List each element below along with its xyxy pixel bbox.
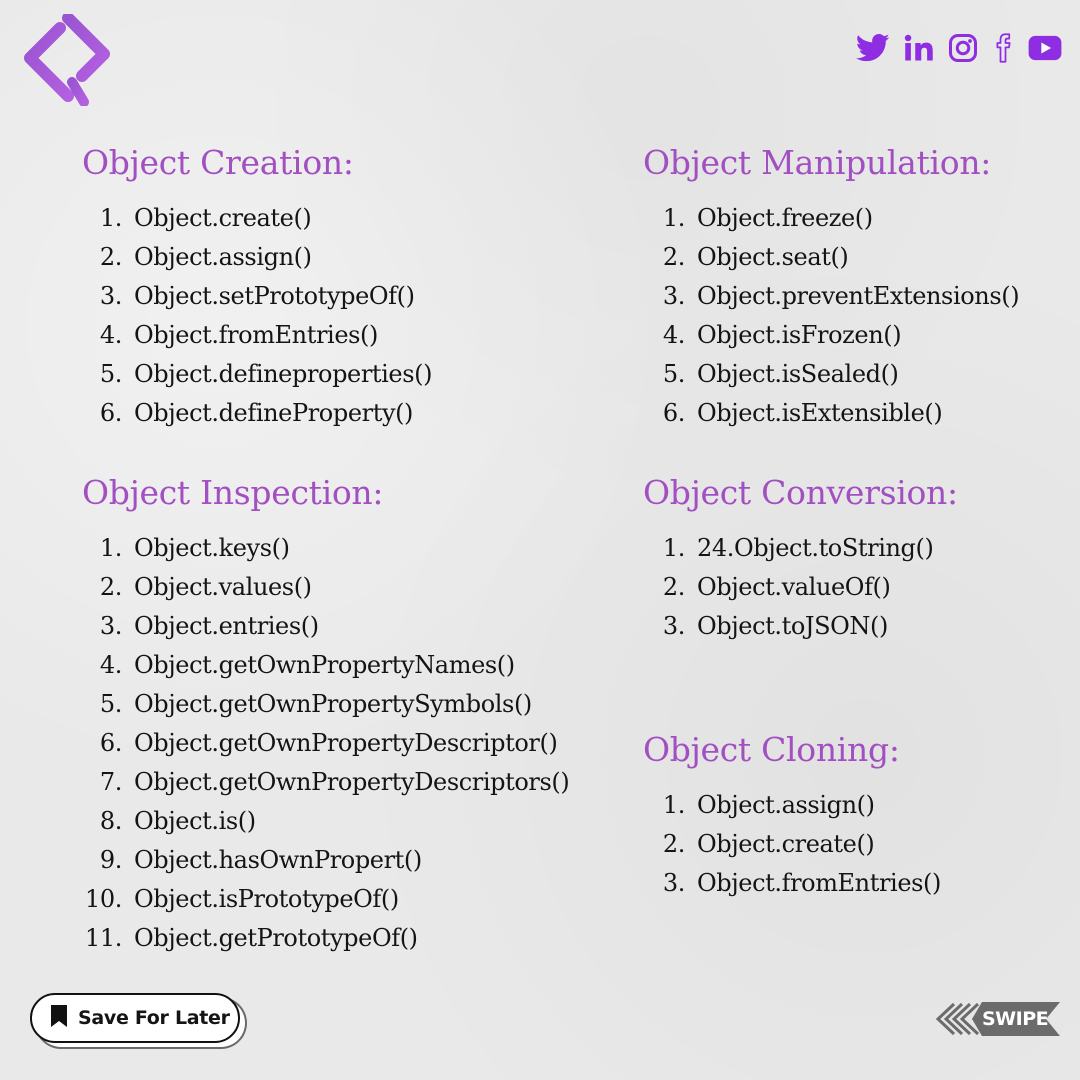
list-item [643,864,941,903]
save-for-later-button[interactable] [30,993,240,1043]
item-text: Object.freeze() [697,204,873,232]
list-item [80,841,422,880]
item-text: Object.assign() [134,243,312,271]
swipe-label: SWIPE [982,1008,1049,1030]
list-item [80,646,515,685]
item-number: 8. [99,807,122,835]
method-list [643,529,958,646]
item-number: 2. [99,243,122,271]
list-item [80,763,570,802]
list-item [80,277,415,316]
item-text: Object.fromEntries() [134,321,378,349]
item-text: Object.keys() [134,534,290,562]
item-text: Object.hasOwnPropert() [134,846,422,874]
list-item [643,568,958,607]
item-number: 2. [662,243,685,271]
section-title: Object Manipulation: [643,143,992,182]
item-number: 6. [662,399,685,427]
item-number: 5. [662,360,685,388]
item-text: Object.getOwnPropertyNames() [134,651,515,679]
list-item [80,724,558,763]
list-item [643,199,991,238]
list-item [643,786,900,825]
method-list [643,199,1020,433]
social-links [856,30,1062,66]
item-text: Object.getOwnPropertyDescriptor() [134,729,558,757]
item-number: 10. [85,885,122,913]
item-text: Object.isPrototypeOf() [134,885,399,913]
instagram-icon[interactable] [948,33,978,63]
item-text: Object.create() [134,204,312,232]
list-item [643,316,991,355]
item-text: Object.assign() [697,791,875,819]
twitter-icon[interactable] [856,33,890,63]
item-number: 1. [662,204,685,232]
list-item [80,919,418,958]
list-item [643,394,991,433]
section-object-cloning [643,730,941,903]
item-text: Object.defineProperty() [134,399,414,427]
item-text: Object.preventExtensions() [697,282,1020,310]
item-number: 9. [99,846,122,874]
item-text: Object.seat() [697,243,849,271]
section-object-manipulation [643,143,1020,433]
item-number: 2. [662,830,685,858]
list-item [80,880,399,919]
item-text: Object.isFrozen() [697,321,902,349]
section-title: Object Conversion: [643,473,958,512]
item-number: 5. [99,690,122,718]
item-number: 3. [662,869,685,897]
list-item [643,529,958,568]
item-number: 11. [85,924,122,952]
item-text: Object.toJSON() [697,612,888,640]
item-number: 1. [99,534,122,562]
section-title: Object Inspection: [82,473,384,512]
list-item [80,394,414,433]
list-item [80,607,383,646]
section-object-inspection [82,473,570,958]
method-list [643,786,941,903]
list-item [80,238,354,277]
item-number: 5. [99,360,122,388]
item-text: 24.Object.toString() [697,534,934,562]
item-number: 1. [662,534,685,562]
method-list [80,529,570,958]
list-item [80,529,383,568]
list-item [80,355,433,394]
section-title: Object Cloning: [643,730,900,769]
item-number: 2. [662,573,685,601]
item-number: 4. [99,651,122,679]
list-item [80,568,383,607]
section-object-creation [82,143,433,433]
list-item [643,355,991,394]
section-object-conversion [643,473,958,646]
item-number: 6. [99,729,122,757]
item-number: 3. [99,282,122,310]
item-number: 1. [99,204,122,232]
item-number: 3. [662,282,685,310]
list-item [80,685,532,724]
item-number: 2. [99,573,122,601]
brand-diamond-icon [20,14,112,106]
item-text: Object.isSealed() [697,360,899,388]
item-number: 7. [99,768,122,796]
list-item [80,802,383,841]
facebook-icon[interactable] [992,33,1014,63]
item-number: 3. [662,612,685,640]
item-number: 4. [662,321,685,349]
item-text: Object.setPrototypeOf() [134,282,415,310]
item-text: Object.getOwnPropertyDescriptors() [134,768,570,796]
item-text: Object.valueOf() [697,573,891,601]
list-item [643,238,991,277]
item-text: Object.defineproperties() [134,360,433,388]
section-title: Object Creation: [82,143,354,182]
method-list [80,199,433,433]
item-text: Object.entries() [134,612,319,640]
item-number: 1. [662,791,685,819]
swipe-indicator[interactable] [934,1000,1062,1038]
item-text: Object.fromEntries() [697,869,941,897]
item-text: Object.create() [697,830,875,858]
item-text: Object.values() [134,573,312,601]
list-item [643,277,1020,316]
save-button-label: Save For Later [78,1007,230,1029]
item-text: Object.is() [134,807,256,835]
list-item [80,316,378,355]
item-text: Object.isExtensible() [697,399,943,427]
brand-logo [20,14,112,106]
bookmark-icon [50,1004,68,1032]
item-number: 3. [99,612,122,640]
item-text: Object.getOwnPropertySymbols() [134,690,532,718]
list-item [643,825,900,864]
item-text: Object.getPrototypeOf() [134,924,418,952]
item-number: 6. [99,399,122,427]
list-item [80,199,354,238]
item-number: 4. [99,321,122,349]
list-item [643,607,958,646]
youtube-icon[interactable] [1028,34,1062,62]
linkedin-icon[interactable] [904,34,934,62]
